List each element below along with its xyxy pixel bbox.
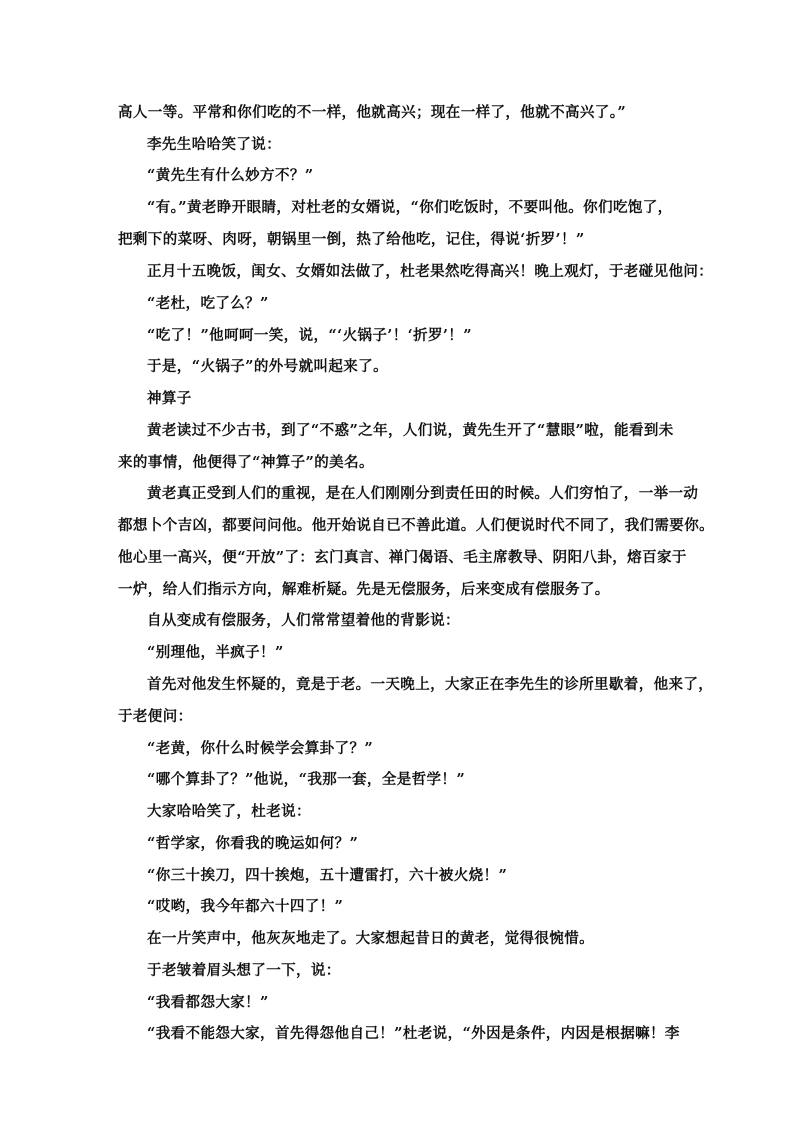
section-heading: 神算子 [147, 390, 192, 407]
text-line: 大家哈哈笑了，杜老说： [147, 803, 311, 820]
text-line: “吃了！”他呵呵一笑，说，“‘火锅子’！‘折罗’！” [147, 327, 472, 344]
text-line: “有。”黄老睁开眼睛，对杜老的女婿说，“你们吃饭时，不要叫他。你们吃饱了， [147, 199, 673, 216]
text-line: “哪个算卦了？”他说，“我那一套，全是哲学！” [147, 771, 466, 788]
text-line: 首先对他发生怀疑的，竟是于老。一天晚上，大家正在李先生的诊所里歇着，他来了， [147, 676, 714, 693]
text-line: “我看不能怨大家，首先得怨他自己！”杜老说，“外因是条件，内因是根据嘛！李 [147, 1025, 680, 1042]
text-line: 李先生哈哈笑了说： [147, 136, 282, 153]
text-line: “我看都怨大家！” [147, 994, 269, 1011]
text-line: 高人一等。平常和你们吃的不一样，他就高兴；现在一样了，他就不高兴了。” [118, 104, 627, 121]
text-line: 黄老读过不少古书，到了“不惑”之年，人们说，黄先生开了“慧眼”啦，能看到未 [147, 422, 674, 439]
text-line: 正月十五晚饭，闺女、女婿如法做了，杜老果然吃得高兴！晚上观灯，于老碰见他问： [147, 263, 714, 280]
text-line: “哎哟，我今年都六十四了！” [147, 898, 344, 915]
text-line: “别理他，半疯子！” [147, 644, 284, 661]
text-line: 于老便问： [118, 708, 193, 725]
text-line: 于是，“火锅子”的外号就叫起来了。 [147, 358, 388, 375]
text-line: 在一片笑声中，他灰灰地走了。大家想起昔日的黄老，觉得很惋惜。 [147, 930, 594, 947]
text-line: 黄老真正受到人们的重视，是在人们刚刚分到责任田的时候。人们穷怕了，一举一动 [147, 485, 699, 502]
text-line: 都想卜个吉凶，都要问问他。他开始说自已不善此道。人们便说时代不同了，我们需要你。 [118, 517, 714, 534]
text-line: “黄先生有什么妙方不？” [147, 167, 314, 184]
text-line: 把剩下的菜呀、肉呀，朝锅里一倒，热了给他吃，记住，得说‘折罗’！” [118, 231, 585, 248]
text-line: 自从变成有偿服务，人们常常望着他的背影说： [147, 612, 460, 629]
text-line: 来的事情，他便得了“神算子”的美名。 [118, 454, 374, 471]
text-line: “老黄，你什么时候学会算卦了？” [147, 740, 374, 757]
text-line: 他心里一高兴，便“开放”了：玄门真言、禅门偈语、毛主席教导、阴阳八卦，熔百家于 [118, 549, 687, 566]
text-line: “你三十挨刀，四十挨炮，五十遭雷打，六十被火烧！” [147, 867, 508, 884]
text-line: “老杜，吃了么？” [147, 295, 269, 312]
text-line: “哲学家，你看我的晚运如何？” [147, 835, 359, 852]
text-line: 一炉，给人们指示方向，解难析疑。先是无偿服务，后来变成有偿服务了。 [118, 581, 610, 598]
text-line: 于老皱着眉头想了一下，说： [147, 962, 341, 979]
